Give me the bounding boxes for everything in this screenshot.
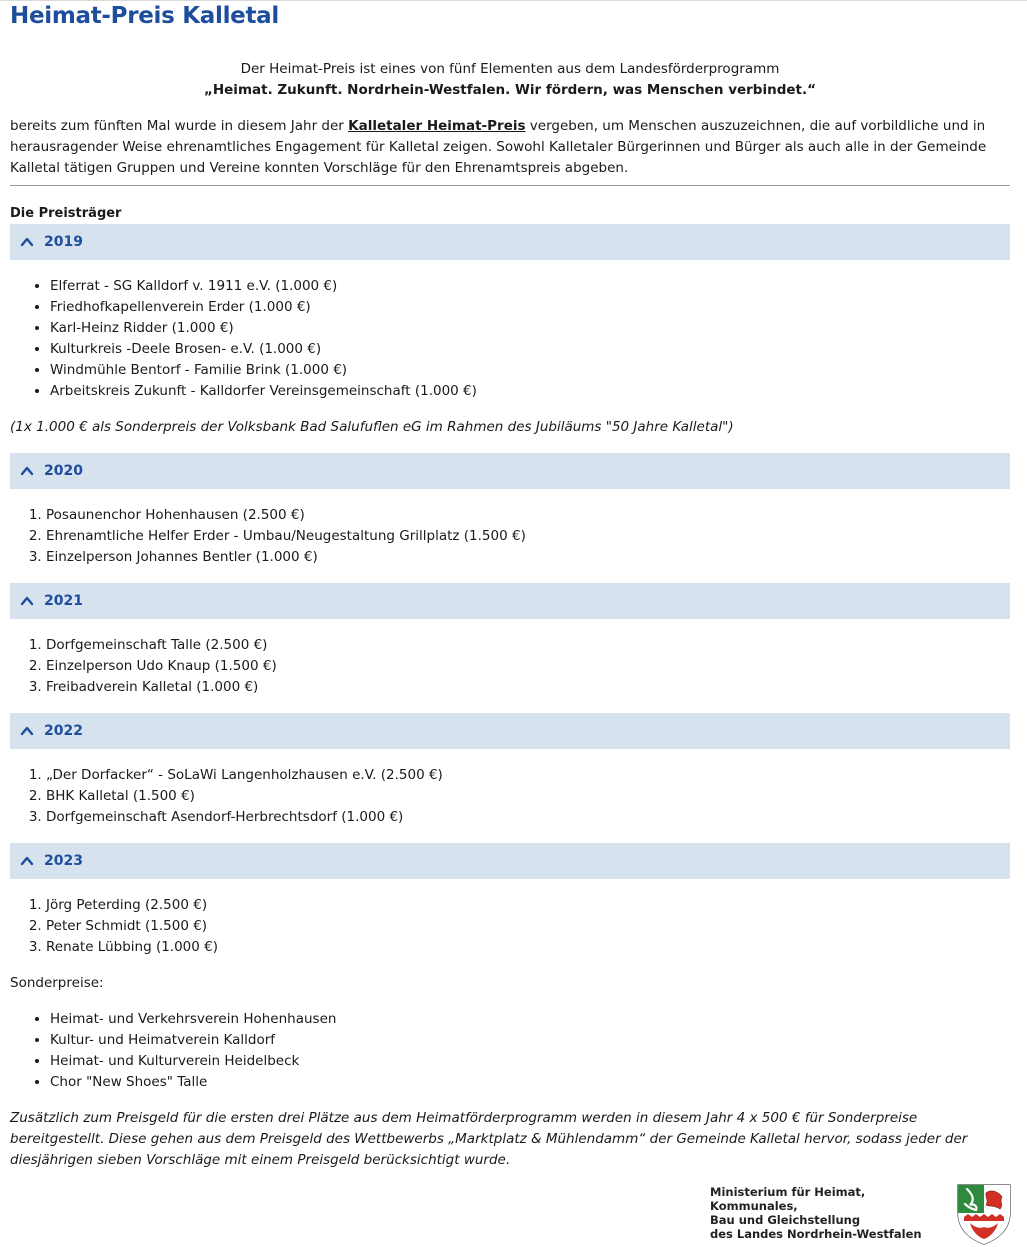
chevron-up-icon bbox=[20, 724, 34, 738]
lead-paragraph bbox=[10, 116, 1010, 179]
list-item: 2. BHK Kalletal (1.500 €) bbox=[46, 786, 1006, 807]
accordion-header-2020[interactable] bbox=[10, 453, 1010, 489]
chevron-up-icon bbox=[20, 854, 34, 868]
list-item: 3. Freibadverein Kalletal (1.000 €) bbox=[46, 677, 1006, 698]
note-2019: (1x 1.000 € als Sonderpreis der Volksbank Bad Salufuflen eG im Rahmen des Jubiläums "50 Jahre Kalletal") bbox=[10, 419, 734, 435]
intro-line-2: „Heimat. Zukunft. Nordrhein-Westfalen. Wir fördern, was Menschen verbindet.“ bbox=[203, 82, 816, 98]
list-item: 1. Posaunenchor Hohenhausen (2.500 €) bbox=[46, 505, 1006, 526]
list-item: 1. „Der Dorfacker“ - SoLaWi Langenholzhausen e.V. (2.500 €) bbox=[46, 765, 1006, 786]
lead-text-before: bereits zum fünften Mal wurde in diesem Jahr der bbox=[10, 118, 349, 134]
winners-list-2020 bbox=[10, 505, 1006, 568]
sonderpreise-label: Sonderpreise: bbox=[10, 975, 104, 991]
sonderpreise-list bbox=[10, 1009, 1010, 1093]
winners-list-2021 bbox=[10, 635, 1006, 698]
note-2023: Zusätzlich zum Preisgeld für die ersten drei Plätze aus dem Heimatförderprogramm werden in diesem Jahr 4 x 500 € für Sonderpreise bereitgestellt. Diese gehen aus dem Preisgeld des Wettbewerbs „Marktplatz & Mühlendamm“ der Gemeinde Kalletal hervor, sodass jeder der diesjährigen sieben Vorschläge mit einem Preisgeld berücksichtigt wurde. bbox=[10, 1110, 968, 1168]
page-title: Heimat-Preis Kalletal bbox=[10, 3, 279, 29]
winners-list-2023 bbox=[10, 895, 1006, 958]
list-item: • Elferrat - SG Kalldorf v. 1911 e.V. (1.000 €) bbox=[50, 276, 1010, 297]
list-item: • Windmühle Bentorf - Familie Brink (1.000 €) bbox=[50, 360, 1010, 381]
list-item: 2. Ehrenamtliche Helfer Erder - Umbau/Neugestaltung Grillplatz (1.500 €) bbox=[46, 526, 1006, 547]
accordion-year: 2019 bbox=[44, 233, 83, 250]
list-item: • Friedhofkapellenverein Erder (1.000 €) bbox=[50, 297, 1010, 318]
accordion-header-2023[interactable] bbox=[10, 843, 1010, 879]
list-item: • Karl-Heinz Ridder (1.000 €) bbox=[50, 318, 1010, 339]
accordion-year: 2022 bbox=[44, 722, 83, 739]
list-item: • Chor "New Shoes" Talle bbox=[50, 1072, 1010, 1093]
divider bbox=[10, 185, 1010, 186]
accordion-header-2019[interactable] bbox=[10, 224, 1010, 260]
list-item: 3. Dorfgemeinschaft Asendorf-Herbrechtsdorf (1.000 €) bbox=[46, 807, 1006, 828]
list-item: 1. Dorfgemeinschaft Talle (2.500 €) bbox=[46, 635, 1006, 656]
accordion-year: 2021 bbox=[44, 592, 83, 609]
list-item: • Heimat- und Kulturverein Heidelbeck bbox=[50, 1051, 1010, 1072]
list-item: 3. Renate Lübbing (1.000 €) bbox=[46, 937, 1006, 958]
ministry-line-2: Bau und Gleichstellung bbox=[710, 1213, 861, 1227]
chevron-up-icon bbox=[20, 464, 34, 478]
intro bbox=[0, 59, 1020, 101]
accordion-header-2022[interactable] bbox=[10, 713, 1010, 749]
list-item: • Heimat- und Verkehrsverein Hohenhausen bbox=[50, 1009, 1010, 1030]
accordion-year: 2023 bbox=[44, 852, 83, 869]
nrw-coat-of-arms-icon bbox=[956, 1183, 1012, 1245]
ministry-name bbox=[710, 1185, 950, 1241]
winners-list-2022 bbox=[10, 765, 1006, 828]
list-item: 1. Jörg Peterding (2.500 €) bbox=[46, 895, 1006, 916]
winners-list-2019 bbox=[10, 276, 1010, 402]
kalletaler-heimat-preis-link[interactable]: Kalletaler Heimat-Preis bbox=[348, 118, 526, 134]
list-item: • Kulturkreis -Deele Brosen- e.V. (1.000 €) bbox=[50, 339, 1010, 360]
ministry-logo bbox=[708, 1183, 1018, 1247]
list-item: • Kultur- und Heimatverein Kalldorf bbox=[50, 1030, 1010, 1051]
ministry-line-1: Ministerium für Heimat, Kommunales, bbox=[710, 1185, 866, 1213]
ministry-line-3: des Landes Nordrhein-Westfalen bbox=[710, 1227, 922, 1241]
accordion-year: 2020 bbox=[44, 462, 83, 479]
lead-text-after: vergeben, um Menschen auszuzeichnen, die auf vorbildliche und in herausragender Weise ehrenamtliches Engagement für Kalletal zeigen. Sowohl Kalletaler Bürgerinnen und Bürger als auch alle in der Gemeinde Kalletal tätigen Gruppen und Vereine konnten Vorschläge für den Ehrenamtspreis abgeben. bbox=[10, 118, 987, 176]
list-item: 2. Einzelperson Udo Knaup (1.500 €) bbox=[46, 656, 1006, 677]
list-item: 2. Peter Schmidt (1.500 €) bbox=[46, 916, 1006, 937]
list-item: 3. Einzelperson Johannes Bentler (1.000 €) bbox=[46, 547, 1006, 568]
chevron-up-icon bbox=[20, 594, 34, 608]
list-item: • Arbeitskreis Zukunft - Kalldorfer Vereinsgemeinschaft (1.000 €) bbox=[50, 381, 1010, 402]
preistraeger-heading: Die Preisträger bbox=[10, 206, 122, 221]
accordion-header-2021[interactable] bbox=[10, 583, 1010, 619]
intro-line-1: Der Heimat-Preis ist eines von fünf Elementen aus dem Landesförderprogramm bbox=[240, 61, 780, 77]
chevron-up-icon bbox=[20, 235, 34, 249]
